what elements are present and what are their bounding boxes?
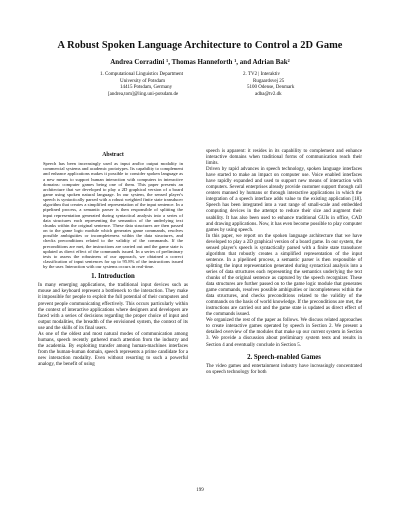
paragraph: Driven by rapid advances in speech technology, spoken language interfaces have started to make an impact on computer use. Voice enabled interfaces have rapidly expanded and used to support new means of interaction with computers. Several enterprises already provide customer support through call centers manned by humans or through interactive applications in which the integration of a speech interface adds value to the existing application [18]. Speech has been integrated into a vast range of small-scale and embedded computing devices in the attempt to reduce their size and augment their usability. It has also been used to enhance traditional GUIs in office, CAD and drawing applications. Now, it has even become possible to play computer games by using speech.	[206, 167, 362, 233]
page-number: 199	[196, 488, 204, 493]
affiliation-email: [andrea,tom]@ling.uni-potsdam.de	[108, 91, 179, 97]
paragraph: As one of the oldest and most natural modes of communication among humans, speech recently gathered much attention from the industry and the academia. By exploiting transfer among human-machines interfaces from the human-human domain, speech represents a prime candidate for a new interaction modality. Even without resorting to such a powerful analogy, the benefit of using	[38, 331, 188, 367]
paper-title: A Robust Spoken Language Architecture to Control a 2D Game	[57, 40, 343, 51]
affiliation-1	[100, 72, 240, 98]
affiliation-line: 1. Computational Linguistics Department	[100, 72, 184, 77]
abstract-heading: Abstract	[102, 152, 124, 158]
paragraph: speech is apparent: it resides in its capability to complement and enhance interactive domains when traditional forms of communication reach their limits.	[206, 149, 362, 167]
affiliation-2	[243, 72, 353, 98]
paragraph: The video games and entertainment industry have increasingly concentrated on speech technology for both	[206, 363, 362, 375]
paragraph: In many emerging applications, the traditional input devices such as mouse and keyboard represent a bottleneck to the interaction. They make it impossible for people to exploit the full potential of their computers and prevent people communicating effectively. This occurs particularly within the context of interactive applications where designers and developers are faced with a series of decisions regarding the proper choice of input and output modalities, the breadth of the envisioned system, the context of its use and the skills of its final users.	[38, 283, 188, 331]
paragraph: In this paper, we report on the spoken language architecture that we have developed to play a 2D graphical version of a board game. In our system, the sensed player's speech is syntactically parsed with a finite state transducer algorithm that robustly creates a simplified representation of the input sentence. In a pipelined process, a semantic parser is then responsible of splitting the input representation generated during syntactical analysis into a series of data structures each representing the semantics underlying the text chunks of the original sentence as captured by the speech recognizer. These data structures are further passed on to the game logic module that generates game commands, resolves possible ambiguities or incompleteness within the data structures, and checks preconditions related to the validity of the commands on the basis of world knowledge. If the preconditions are met, the instructions are carried out and the game state is updated as direct effect of the commands issued.	[206, 233, 362, 318]
affiliation-line: 5100 Odense, Denmark	[247, 85, 295, 91]
affiliation-line: University of Potsdam	[120, 78, 165, 84]
section-heading-speech-enabled-games: 2. Speech-enabled Games	[247, 353, 321, 361]
author-list: Andrea Corradini ¹, Thomas Hanneforth ¹, and Adrian Bak²	[110, 58, 290, 66]
affiliation-line: Rugaardsvej 25	[253, 78, 285, 84]
section-heading-introduction: 1. Introduction	[91, 273, 135, 281]
paragraph: We organized the rest of the paper as follows. We discuss related approaches to create interactive games operated by speech in Section 2. We present a detailed overview of the modules that make up our current system in Section 3. We provide a discussion about preliminary system tests and results in Section 4 and eventually conclude in Section 5.	[206, 318, 362, 348]
abstract-text: Speech has been increasingly used as input and/or output modality in commercial systems and academic prototypes. Its capability to complement and enhance applications makes it possible to consider spoken language as a new means to support human interaction with computers in interactive domains: computer games being one of them. This paper presents an architecture that we developed to play a 2D graphical version of a board game using spoken natural language. In our system, the sensed player's speech is syntactically parsed with a robust weighted finite state transducer algorithm that creates a simplified representation of the input sentence. In a pipelined process, a semantic parser is then responsible of splitting the input representation generated during syntactical analysis into a series of data structures each representing the semantics of the underlying text chunks within the original sentence. These data structures are then passed on to the game logic module which generates game commands, resolves possible ambiguities or incompleteness within the data structures, and checks preconditions related to the validity of the commands. If the preconditions are met, the instructions are carried out and the game state is updated as direct effect of the commands issued. In a series of preliminary tests to assess the robustness of our approach, we obtained a correct classification of input sentences for up to 95.8% of the instructions issued by the user. Interaction with our systems occurs in real-time.	[43, 161, 183, 270]
affiliation-email: adba@tv2.dk	[255, 91, 282, 97]
right-column	[206, 149, 362, 376]
left-column	[38, 152, 188, 368]
affiliation-line: 2. TV2 | Interaktiv	[243, 72, 281, 77]
affiliation-line: 14415 Potsdam, Germany	[120, 85, 173, 91]
